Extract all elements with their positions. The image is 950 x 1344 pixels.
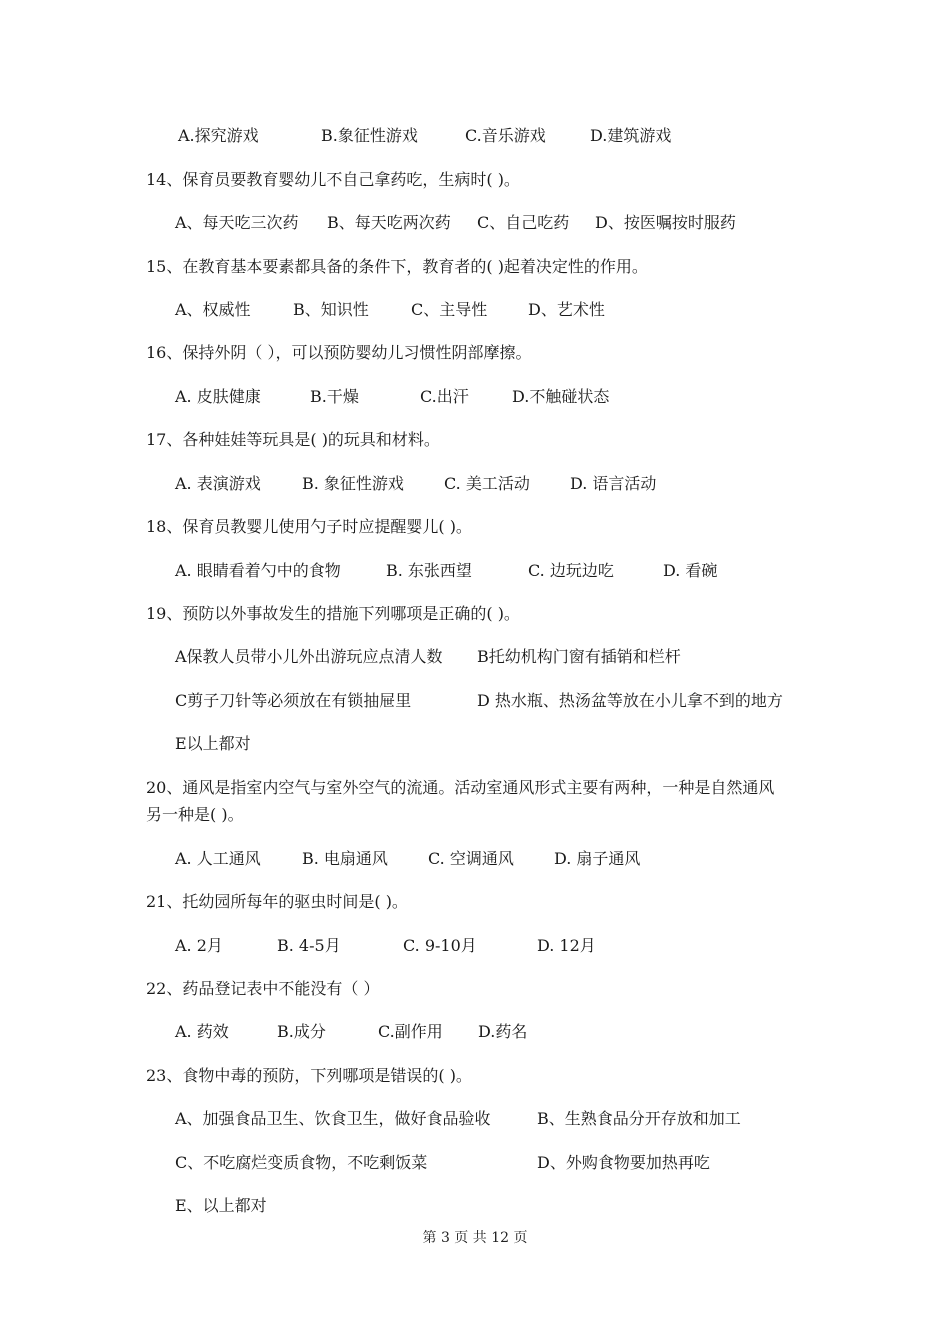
q16-option-c: C.出汗	[420, 387, 469, 406]
q20-option-d: D. 扇子通风	[554, 849, 641, 868]
q22-option-d: D.药名	[478, 1022, 528, 1041]
q13-option-a: A.探究游戏	[178, 126, 259, 145]
q13-option-d: D.建筑游戏	[590, 126, 672, 145]
q17-option-b: B. 象征性游戏	[302, 474, 404, 493]
q22-option-a: A. 药效	[175, 1022, 229, 1041]
q23-option-e: E、以上都对	[175, 1196, 267, 1215]
q22-stem: 22、药品登记表中不能没有（ ）	[146, 979, 380, 998]
q18-option-a: A. 眼睛看着勺中的食物	[175, 561, 341, 580]
q16-option-a: A. 皮肤健康	[175, 387, 261, 406]
q18-stem: 18、保育员教婴儿使用勺子时应提醒婴儿( )。	[146, 517, 472, 536]
q17-stem: 17、各种娃娃等玩具是( )的玩具和材料。	[146, 430, 440, 449]
q18-option-c: C. 边玩边吃	[528, 561, 614, 580]
q13-option-b: B.象征性游戏	[321, 126, 418, 145]
q18-option-d: D. 看碗	[663, 561, 718, 580]
q22-option-c: C.副作用	[378, 1022, 443, 1041]
q14-option-a: A、每天吃三次药	[175, 213, 299, 232]
q22-option-b: B.成分	[277, 1022, 326, 1041]
q21-option-b: B. 4-5月	[277, 936, 341, 955]
q20-stem-line1: 20、通风是指室内空气与室外空气的流通。活动室通风形式主要有两种，一种是自然通风	[146, 778, 775, 797]
page-number: 第 3 页 共 12 页	[422, 1230, 528, 1246]
q20-stem-line2: 另一种是( )。	[146, 805, 244, 824]
q15-option-a: A、权威性	[175, 300, 251, 319]
q16-stem: 16、保持外阴（ ），可以预防婴幼儿习惯性阴部摩擦。	[146, 343, 532, 362]
q19-stem: 19、预防以外事故发生的措施下列哪项是正确的( )。	[146, 604, 520, 623]
q16-option-d: D.不触碰状态	[512, 387, 610, 406]
q16-option-b: B.干燥	[310, 387, 359, 406]
q19-option-d: D 热水瓶、热汤盆等放在小儿拿不到的地方	[477, 691, 783, 710]
q15-option-c: C、主导性	[411, 300, 488, 319]
q21-option-a: A. 2月	[175, 936, 223, 955]
q17-option-d: D. 语言活动	[570, 474, 657, 493]
q14-stem: 14、保育员要教育婴幼儿不自己拿药吃，生病时( )。	[146, 170, 520, 189]
q21-option-d: D. 12月	[537, 936, 596, 955]
q19-option-e: E以上都对	[175, 734, 251, 753]
q17-option-c: C. 美工活动	[444, 474, 530, 493]
q14-option-b: B、每天吃两次药	[327, 213, 451, 232]
q13-option-c: C.音乐游戏	[465, 126, 546, 145]
q20-option-c: C. 空调通风	[428, 849, 514, 868]
q23-option-b: B、生熟食品分开存放和加工	[537, 1109, 741, 1128]
q17-option-a: A. 表演游戏	[175, 474, 261, 493]
q23-option-d: D、外购食物要加热再吃	[537, 1153, 710, 1172]
q21-stem: 21、托幼园所每年的驱虫时间是( )。	[146, 892, 408, 911]
q21-option-c: C. 9-10月	[403, 936, 477, 955]
q14-option-c: C、自己吃药	[477, 213, 570, 232]
q23-option-a: A、加强食品卫生、饮食卫生，做好食品验收	[175, 1109, 491, 1128]
q15-stem: 15、在教育基本要素都具备的条件下，教育者的( )起着决定性的作用。	[146, 257, 648, 276]
q19-option-c: C剪子刀针等必须放在有锁抽屉里	[175, 691, 412, 710]
q14-option-d: D、按医嘱按时服药	[595, 213, 736, 232]
page-footer	[0, 1228, 950, 1248]
q19-option-b: B托幼机构门窗有插销和栏杆	[477, 647, 681, 666]
q18-option-b: B. 东张西望	[386, 561, 472, 580]
q23-option-c: C、不吃腐烂变质食物，不吃剩饭菜	[175, 1153, 428, 1172]
q20-option-b: B. 电扇通风	[302, 849, 388, 868]
q23-stem: 23、食物中毒的预防，下列哪项是错误的( )。	[146, 1066, 472, 1085]
q19-option-a: A保教人员带小儿外出游玩应点清人数	[175, 647, 443, 666]
q20-option-a: A. 人工通风	[175, 849, 261, 868]
q15-option-b: B、知识性	[293, 300, 369, 319]
q15-option-d: D、艺术性	[528, 300, 605, 319]
